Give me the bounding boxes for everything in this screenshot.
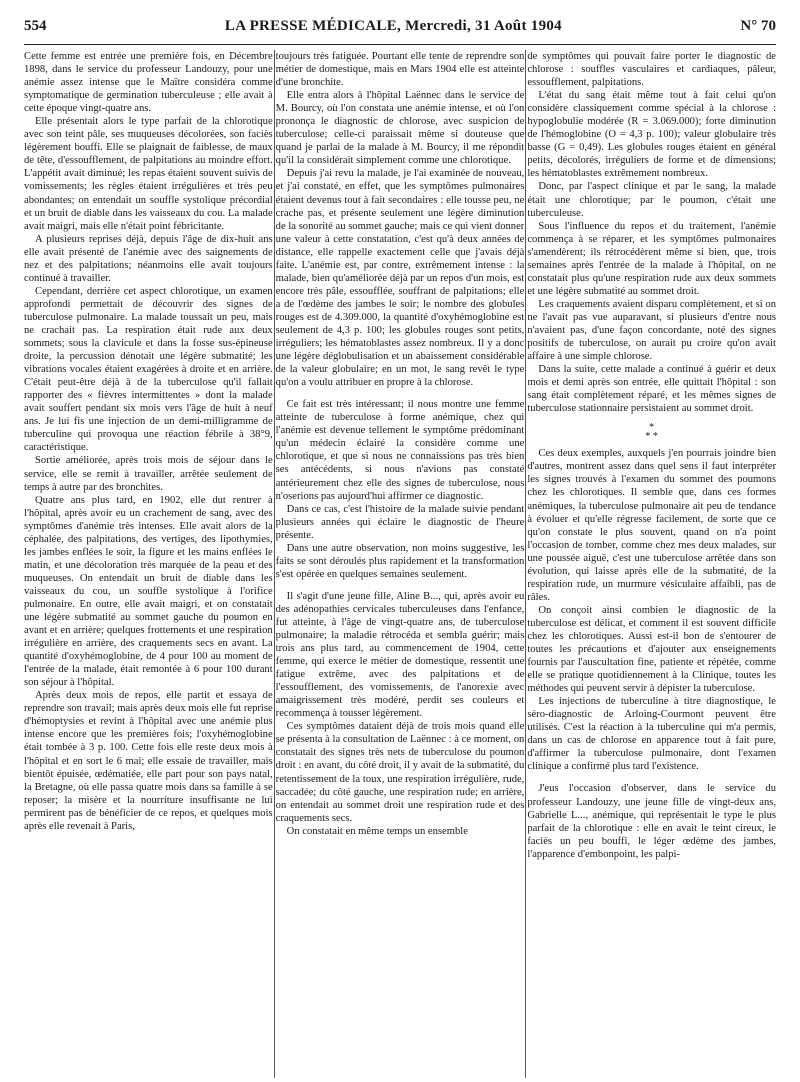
paragraph: Ces symptômes dataient déjà de trois mois quand elle se présenta à la consultation de Laënnec : à ce moment, on constatait des signes très nets de tuberculose du poumon droit : en avant, du côté droit, il y avait de la submatité, du retentissement de la toux, une respiration irrégulière, rude, saccadée; du côté gauche, une respiration rude; en arrière, on entendait au sommet droit une respiration rude et des craquements secs. bbox=[275, 721, 525, 824]
paragraph: Les craquements avaient disparu complètement, et si on ne l'avait pas vue auparavant, si plusieurs d'entre nous n'avaient pas, d'une façon concordante, noté des signes positifs de tuberculose, on aurait pu croire qu'on avait affaire à une simple chlorose. bbox=[527, 298, 777, 363]
paragraph: Depuis j'ai revu la malade, je l'ai examinée de nouveau, et j'ai constaté, en effet, que les symptômes pulmonaires étaient devenus tout à fait secondaires : elle tousse peu, ne crache pas, et présente seulement une légère diminution de la sonorité au sommet gauche; mais ce qui vient donner une valeur à cette constatation, c'est qu'à deux années de distance, elle rappelle exactement celle que j'avais déjà faite. L'anémie est, par contre, extrêmement intense : la malade, bien qu'améliorée déjà par un repos d'un mois, est encore très pâle, essoufflée, souffrant de palpitations; elle a de l'œdème des jambes le soir; le nombre des globules rouges est de 4.309.000, la quantité d'oxyhémoglobine est seulement de 4,3 p. 100; les globules rouges sont petits, irréguliers; les hématoblastes assez nombreux. Il y a donc une légère déglobulisation et un abaissement considérable de la valeur globulaire; en un mot, le sang revêt le type qu'on a voulu attribuer en propre à la chlorose. bbox=[275, 168, 525, 389]
paragraph: Donc, par l'aspect clinique et par le sang, la malade était une chlorotique; par le poumon, c'était une tuberculeuse. bbox=[527, 181, 777, 219]
paragraph: de symptômes qui pouvait faire porter le diagnostic de chlorose : souffles vasculaires et cardiaques, pâleur, essoufflement, palpitations. bbox=[527, 51, 777, 89]
paragraph-gap bbox=[276, 389, 525, 398]
paragraph: On conçoit ainsi combien le diagnostic de la tuberculose est délicat, et comment il est souvent difficile chez les chlorotiques. Aussi est-il bon de s'entourer de toutes les précautions et d'ajouter aux enseignements fournis par l'auscultation fine, patiente et répétée, comme elle se pratique quotidiennement à la Clinique, toutes les méthodes qui peuvent servir à dépister la tuberculose. bbox=[527, 604, 777, 695]
paragraph-gap bbox=[527, 773, 776, 782]
column-3 bbox=[527, 50, 776, 1078]
column-1 bbox=[24, 50, 273, 1078]
paragraph: toujours très fatiguée. Pourtant elle tente de reprendre son métier de domestique, mais en Mars 1904 elle est atteinte d'une bronchite. bbox=[275, 51, 525, 89]
paragraph: Sortie améliorée, après trois mois de séjour dans le service, elle se remit à travailler, arrêtée seulement de temps à autre par des bronchites. bbox=[24, 455, 273, 493]
issue-number: N° 70 bbox=[740, 18, 776, 34]
paragraph: Les injections de tuberculine à titre diagnostique, le séro-diagnostic de Arloing-Courmont peuvent être utilisés. C'est la réaction à la tuberculine qui m'a permis, dans un cas de chlorose en apparence tout à fait pure, d'affirmer la tuberculose pulmonaire, dont l'examen clinique a confirmé plus tard l'existence. bbox=[527, 696, 777, 773]
header-rule bbox=[24, 44, 776, 45]
paragraph: Quatre ans plus tard, en 1902, elle dut rentrer à l'hôpital, après avoir eu un crachement de sang, avec des symptômes d'anémie très intenses. Elle avait alors de la céphalée, des palpitations, des vertiges, des lipothymies, les jambes enflées le soir, la figure et les mains enflées le matin, et une décoloration très marquée de la peau et des muqueuses. On entendait un bruit de diable dans les vaisseaux du cou, un souffle systolique à l'orifice pulmonaire. En outre, elle avait maigri, et on constatait une légère submatité au sommet gauche du poumon en avant et en arrière; quelques frottements et une respiration irrégulière en arrière, des craquements secs en avant. La quantité d'oxyhémoglobine, de 4 pour 100 au moment de l'entrée de la malade, était remontée à 6 pour 100 durant son séjour à l'hôpital. bbox=[24, 494, 273, 689]
paragraph: L'état du sang était même tout à fait celui qu'on considère classiquement comme spécial à la chlorose : hypoglobulie modérée (R = 3.069.000); forte diminution de l'hémoglobine (O = 4,3 p. 100); valeur globulaire très basse (G = 0,49). Les globules rouges étaient en général petits, décolorés, irréguliers de forme et de dimensions; les hématoblastes extrêmement nombreux. bbox=[527, 90, 777, 180]
article-body bbox=[24, 50, 776, 1078]
paragraph: Dans la suite, cette malade a continué à guérir et deux mois et demi après son entrée, elle quittait l'hôpital : son sang était complètement réparé, et les mêmes signes de tuberculose stationnaire persistaient au sommet droit. bbox=[527, 364, 777, 415]
paragraph: Dans ce cas, c'est l'histoire de la malade suivie pendant plusieurs années qui éclaire le diagnostic de l'heure présente. bbox=[275, 503, 525, 541]
paragraph: On constatait en même temps un ensemble bbox=[286, 825, 468, 837]
paragraph: Sous l'influence du repos et du traitement, l'anémie commença à se réparer, et les symptômes pulmonaires s'amendèrent; ils rétrocédèrent même si bien, que, trois semaines après l'entrée de la malade à l'hôpital, on ne constatait plus qu'une respiration rude aux deux sommets et une légère submatité au sommet droit. bbox=[527, 220, 777, 297]
paragraph: Cependant, derrière cet aspect chlorotique, un examen approfondi permettait de découvrir des signes de tuberculose pulmonaire. La malade toussait un peu, mais ne crachait pas. La respiration était rude aux deux sommets; sous la clavicule et dans la fosse sus-épineuse droite, la percussion dénotait une légère submatité; les vibrations vocales étaient exagérées à droite et en arrière. C'était peut-être déjà à de la tuberculose qu'il fallait rapporter des « fièvres intermittentes » dont la malade avait souffert pendant six mois vers l'âge de huit à neuf ans. Je lui fis une injection de un demi-milligramme de tuberculine qui provoqua une réaction fébrile à 38°9, caractéristique. bbox=[24, 285, 273, 454]
paragraph: Après deux mois de repos, elle partit et essaya de reprendre son travail; mais après deux mois elle fut reprise d'hémoptysies et revint à l'hôpital avec une anémie plus intense encore que les premières fois; l'oxyhémoglobine était tombée à 3 p. 100. Cette fois elle reste deux mois à l'hôpital et en sort le 6 mai; elle essaie de travailler, mais bientôt épuisée, œdématiée, elle part pour son pays natal, la Bretagne, où elle passa quatre mois dans sa famille à se reposer; la misère et la nourriture insuffisante ne lui permirent pas de bénéficier de ce repos, et quelques mois après elle revenait à Paris, bbox=[24, 690, 273, 832]
journal-title: LA PRESSE MÉDICALE, Mercredi, 31 Août 1904 bbox=[224, 18, 562, 34]
column-rule bbox=[525, 50, 526, 1078]
paragraph-gap bbox=[276, 581, 525, 590]
page-header bbox=[24, 18, 776, 44]
column-rule bbox=[274, 50, 275, 1078]
paragraph: J'eus l'occasion d'observer, dans le service du professeur Landouzy, une jeune fille de vingt-deux ans, Gabrielle L..., anémique, qui représentait le type le plus parfait de la chlorotique : elle en avait le teint cireux, le faciès un peu bouffi, le léger œdème des jambes, l'apparence d'embonpoint, les palpi- bbox=[527, 783, 777, 860]
paragraph: A plusieurs reprises déjà, depuis l'âge de dix-huit ans elle avait présenté de l'anémie avec des saignements de nez et des palpitations; néanmoins elle avait toujours continué à travailler. bbox=[24, 233, 273, 284]
paragraph: Ces deux exemples, auxquels j'en pourrais joindre bien d'autres, montrent assez dans quel sens il faut interpréter les signes trouvés à l'examen du sommet des poumons chez les chlorotiques. Il semble que, dans ces formes anémiques, la tuberculose pulmonaire ait peu de tendance à évoluer et qu'elle régresse facilement, de sorte que ce qu'on constate le plus souvent, quand on n'a point l'occasion de tomber, comme chez mes deux malades, sur une poussée aiguë, c'est une tuberculose arrêtée dans son évolution, qui laisse après elle de la submatité, de la respiration rude, un murmure vésiculaire affaibli, pas de râles. bbox=[527, 448, 777, 603]
column-2 bbox=[276, 50, 525, 1078]
paragraph: Dans une autre observation, non moins suggestive, les faits se sont déroulés plus rapidement et la transformation s'est opérée en quelques semaines seulement. bbox=[275, 542, 525, 580]
section-separator: * * * bbox=[645, 422, 658, 443]
page-number: 554 bbox=[24, 18, 47, 34]
paragraph: Il s'agit d'une jeune fille, Aline B..., qui, après avoir eu des adénopathies cervicales tuberculeuses dans l'enfance, fut atteinte, à l'âge de vingt-quatre ans, de tuberculose pulmonaire; la maladie rétrocéda et sembla guérir; mais trois ans plus tard, au commencement de 1904, cette femme, qui exerce le métier de domestique, ressentit une fatigue extrême, avec des palpitations et de l'essoufflement, des vomissements, de l'anorexie avec amaigrissement très modéré, perdit ses couleurs et recommença à tousser légèrement. bbox=[275, 590, 525, 720]
paragraph: Ce fait est très intéressant; il nous montre une femme atteinte de tuberculose à forme anémique, chez qui l'anémie est devenue tellement le symptôme prédominant qu'un médecin éclairé la considère comme une chlorotique, et que si nous ne connaissions pas très bien ses antécédents, si nous n'avions pas constaté antérieurement chez elle des signes de tuberculose, nous n'oserions pas aujourd'hui affirmer ce diagnostic. bbox=[275, 399, 525, 502]
paragraph: Elle entra alors à l'hôpital Laënnec dans le service de M. Bourcy, où l'on constata une anémie intense, et où l'on prononça le diagnostic de chlorose, avec suspicion de tuberculose; celle-ci paraissait même si douteuse que quand je parlai de la malade à M. Bourcy, il me répondit qu'il la considérait simplement comme une chlorotique. bbox=[275, 90, 525, 167]
paragraph: Elle présentait alors le type parfait de la chlorotique avec son teint pâle, ses muqueuses décolorées, son faciès légèrement bouffi. Elle se plaignait de faiblesse, de maux de tête, d'essoufflement, de palpitations au moindre effort. L'appétit avait diminué; les repas étaient souvent suivis de vomissements; les règles étaient irrégulières et très peu abondantes; on entendait un souffle systolique précordial et un bruit de diable dans les vaisseaux du cou. La malade avait maigri, mais elle n'était point fébricitante. bbox=[24, 116, 273, 232]
paragraph: Cette femme est entrée une première fois, en Décembre 1898, dans le service du professeur Landouzy, pour une anémie assez intense que le Maître considéra comme symptomatique de germination tuberculeuse ; elle avait à cette époque vingt-quatre ans. bbox=[24, 51, 273, 115]
